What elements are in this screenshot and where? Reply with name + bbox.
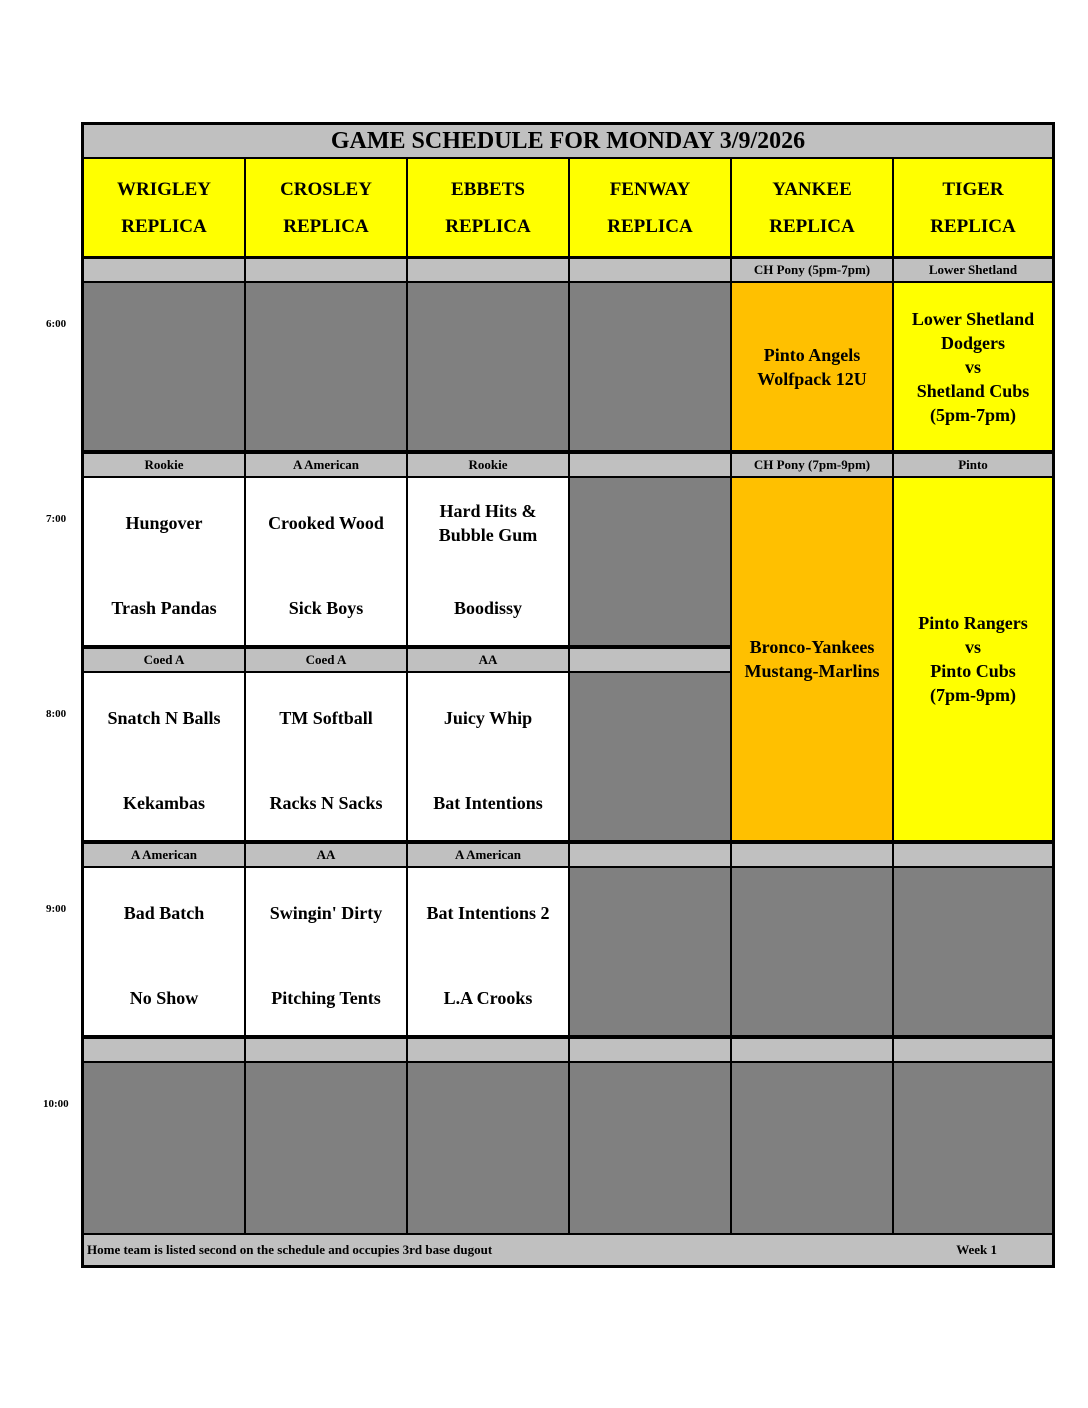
division-label bbox=[246, 259, 406, 281]
game-cell-crosley-800 bbox=[246, 673, 406, 840]
week-label: Week 1 bbox=[956, 1242, 997, 1257]
division-label: A American bbox=[246, 454, 406, 476]
time-label-900: 9:00 bbox=[46, 903, 67, 915]
field-sub: REPLICA bbox=[283, 215, 369, 237]
empty-slot bbox=[84, 1063, 244, 1233]
division-label bbox=[570, 844, 730, 866]
division-label bbox=[570, 1039, 730, 1061]
time-label-700: 7:00 bbox=[46, 513, 67, 525]
away-team: Bad Batch bbox=[123, 903, 205, 923]
division-label bbox=[570, 259, 730, 281]
block-line: (5pm-7pm) bbox=[930, 404, 1016, 425]
block-line: Dodgers bbox=[941, 332, 1005, 353]
division-label: Rookie bbox=[84, 454, 244, 476]
home-team: Sick Boys bbox=[288, 598, 364, 618]
field-sub: REPLICA bbox=[121, 215, 207, 237]
time-label-800: 8:00 bbox=[46, 708, 67, 720]
field-header-yankee bbox=[732, 159, 892, 256]
game-cell-wrigley-700 bbox=[84, 478, 244, 645]
empty-slot bbox=[732, 868, 892, 1035]
block-line: Shetland Cubs bbox=[916, 380, 1030, 401]
empty-slot bbox=[570, 868, 730, 1035]
home-team: Bat Intentions bbox=[433, 793, 543, 813]
block-line: Wolfpack 12U bbox=[757, 368, 867, 389]
division-label bbox=[246, 1039, 406, 1061]
division-label: A American bbox=[408, 844, 568, 866]
pony-block-early bbox=[732, 283, 892, 450]
division-label: Lower Shetland bbox=[894, 259, 1052, 281]
game-cell-wrigley-900 bbox=[84, 868, 244, 1035]
away-team: Swingin' Dirty bbox=[269, 903, 383, 923]
division-label bbox=[894, 1039, 1052, 1061]
field-header-ebbets bbox=[408, 159, 568, 256]
division-label: CH Pony (7pm-9pm) bbox=[732, 454, 892, 476]
home-team: Trash Pandas bbox=[111, 598, 217, 618]
time-label-600: 6:00 bbox=[46, 318, 67, 330]
field-sub: REPLICA bbox=[607, 215, 693, 237]
pinto-block bbox=[894, 478, 1052, 840]
block-line: (7pm-9pm) bbox=[930, 685, 1016, 705]
block-line: Bronco-Yankees bbox=[749, 637, 875, 657]
empty-slot bbox=[408, 283, 568, 450]
block-line: vs bbox=[964, 637, 981, 657]
division-label bbox=[570, 649, 730, 671]
pony-block-late bbox=[732, 478, 892, 840]
home-team: Kekambas bbox=[122, 793, 205, 813]
empty-slot bbox=[570, 478, 730, 645]
field-header-fenway bbox=[570, 159, 730, 256]
shetland-block bbox=[894, 283, 1052, 450]
field-name: YANKEE bbox=[772, 178, 852, 200]
empty-slot bbox=[408, 1063, 568, 1233]
division-label bbox=[732, 1039, 892, 1061]
block-line: Pinto Cubs bbox=[930, 661, 1016, 681]
empty-slot bbox=[246, 283, 406, 450]
division-label bbox=[732, 844, 892, 866]
division-label bbox=[570, 454, 730, 476]
division-label: AA bbox=[246, 844, 406, 866]
away-team: Crooked Wood bbox=[268, 513, 384, 533]
away-team: Hard Hits & Bubble Gum bbox=[438, 501, 538, 545]
home-team: Boodissy bbox=[453, 598, 523, 618]
schedule-table bbox=[81, 122, 1055, 1268]
division-label: CH Pony (5pm-7pm) bbox=[732, 259, 892, 281]
empty-slot bbox=[570, 673, 730, 840]
game-cell-crosley-900 bbox=[246, 868, 406, 1035]
field-header-tiger bbox=[894, 159, 1052, 256]
game-cell-ebbets-700 bbox=[408, 478, 568, 645]
empty-slot bbox=[894, 1063, 1052, 1233]
empty-slot bbox=[732, 1063, 892, 1233]
empty-slot bbox=[246, 1063, 406, 1233]
field-name: TIGER bbox=[942, 178, 1004, 200]
game-cell-ebbets-800 bbox=[408, 673, 568, 840]
schedule-title: GAME SCHEDULE FOR MONDAY 3/9/2026 bbox=[84, 125, 1052, 157]
division-label bbox=[894, 844, 1052, 866]
field-sub: REPLICA bbox=[769, 215, 855, 237]
away-team: TM Softball bbox=[279, 708, 373, 728]
block-line: Pinto Angels bbox=[763, 344, 861, 365]
home-team: No Show bbox=[129, 988, 199, 1008]
field-name: CROSLEY bbox=[280, 178, 372, 200]
away-team: Hungover bbox=[125, 513, 203, 533]
division-label: Coed A bbox=[84, 649, 244, 671]
empty-slot bbox=[570, 283, 730, 450]
away-team: Snatch N Balls bbox=[107, 708, 221, 728]
game-cell-wrigley-800 bbox=[84, 673, 244, 840]
division-label: A American bbox=[84, 844, 244, 866]
away-team: Bat Intentions 2 bbox=[426, 903, 550, 923]
field-header-wrigley bbox=[84, 159, 244, 256]
time-label-1000: 10:00 bbox=[43, 1098, 69, 1110]
division-label bbox=[408, 1039, 568, 1061]
division-label bbox=[408, 259, 568, 281]
home-team: Racks N Sacks bbox=[269, 793, 383, 813]
empty-slot bbox=[570, 1063, 730, 1233]
away-team: Juicy Whip bbox=[443, 708, 533, 728]
block-line: Mustang-Marlins bbox=[744, 661, 880, 681]
field-name: EBBETS bbox=[451, 178, 525, 200]
footer bbox=[84, 1235, 1052, 1265]
field-sub: REPLICA bbox=[930, 215, 1016, 237]
field-sub: REPLICA bbox=[445, 215, 531, 237]
division-label: Pinto bbox=[894, 454, 1052, 476]
footer-note: Home team is listed second on the schedule and occupies 3rd base dugout bbox=[87, 1242, 493, 1257]
empty-slot bbox=[894, 868, 1052, 1035]
home-team: L.A Crooks bbox=[443, 988, 533, 1008]
field-header-crosley bbox=[246, 159, 406, 256]
division-label: Rookie bbox=[408, 454, 568, 476]
division-label bbox=[84, 259, 244, 281]
empty-slot bbox=[84, 283, 244, 450]
block-line: Lower Shetland bbox=[911, 308, 1035, 329]
block-line: vs bbox=[964, 356, 981, 377]
home-team: Pitching Tents bbox=[271, 988, 381, 1008]
division-label bbox=[84, 1039, 244, 1061]
division-label: AA bbox=[408, 649, 568, 671]
field-name: WRIGLEY bbox=[117, 178, 211, 200]
game-cell-crosley-700 bbox=[246, 478, 406, 645]
game-cell-ebbets-900 bbox=[408, 868, 568, 1035]
block-line: Pinto Rangers bbox=[918, 613, 1028, 633]
division-label: Coed A bbox=[246, 649, 406, 671]
field-name: FENWAY bbox=[609, 178, 691, 200]
